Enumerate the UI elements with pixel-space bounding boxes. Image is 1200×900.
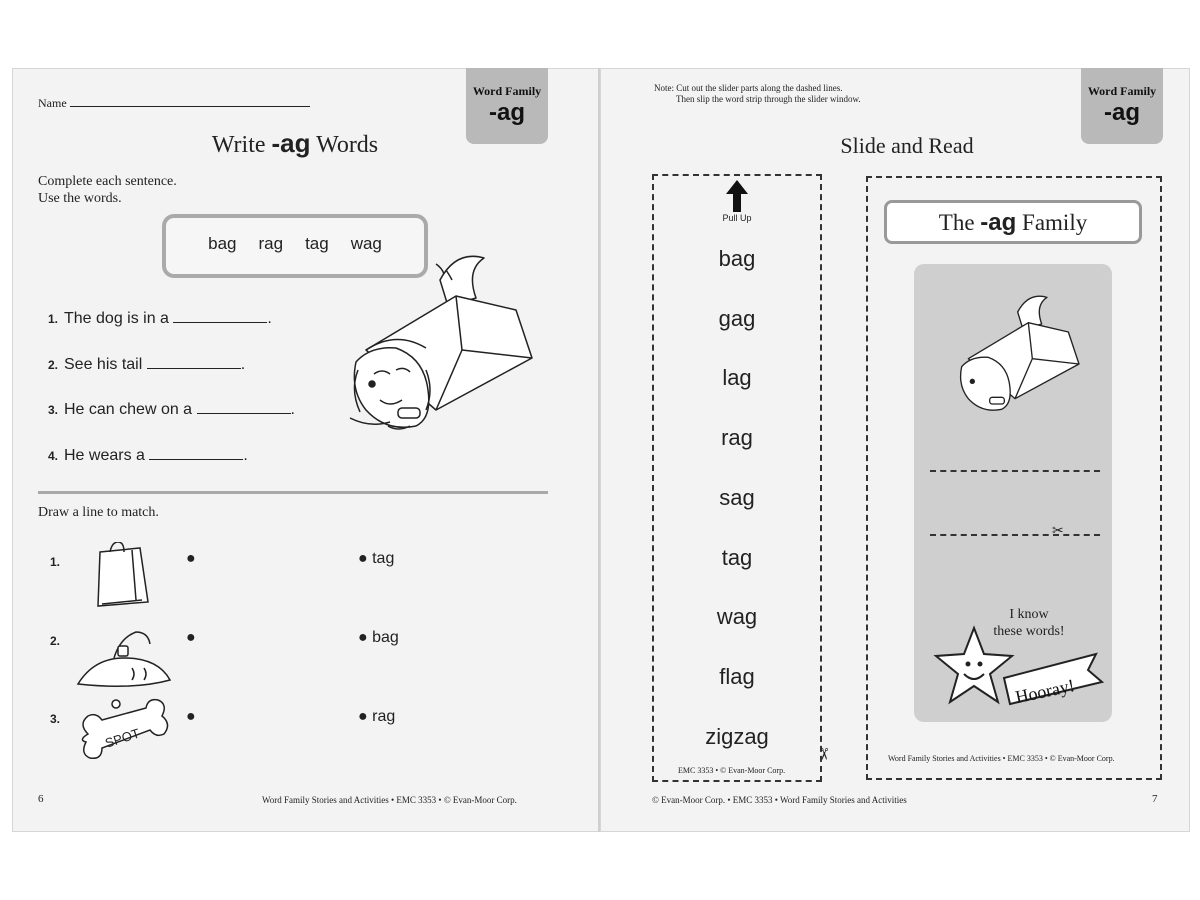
family-bold: -ag [980,209,1017,236]
strip-word: wag [716,604,758,629]
bone-label: SPOT [103,725,142,751]
name-label: Name [38,96,67,110]
strip-word: flag [719,664,755,689]
window-cut-line[interactable] [930,534,1100,536]
star-hooray-badge [930,620,1106,716]
tab-family: -ag [489,99,525,126]
section-divider [38,491,548,494]
strip-word: sag [719,485,755,510]
strip-word: bag [718,246,756,271]
strip-word: tag [721,545,753,570]
page-title-left: Write -ag Words [211,128,379,158]
up-arrow-icon [726,180,748,212]
strip-word: lag [722,365,752,390]
sentence-1: 1. The dog is in a . [48,310,272,327]
match-word-3[interactable]: ● rag [358,708,396,725]
match-dot-left[interactable]: ● [186,550,196,567]
scissors-icon: ✂ [814,747,832,761]
cut-note: Note: Cut out the slider parts along the dashed lines. Then slip the word strip through the slider window. [654,83,861,104]
instructions: Complete each sentence. Use the words. [38,174,177,206]
answer-blank[interactable] [173,308,267,323]
strip-word: gag [718,306,756,331]
word-family-tab-left [466,68,548,144]
sentence-3: 3. He can chew on a . [48,401,295,418]
match-dot-left[interactable]: ● [186,629,196,646]
answer-blank[interactable] [149,445,243,460]
match-number: 3. [50,712,61,726]
footer-left: Word Family Stories and Activities • EMC 3353 • © Evan-Moor Corp. [262,795,517,805]
page-title-right: Slide and Read [840,133,974,158]
footer-right: © Evan-Moor Corp. • EMC 3353 • Word Family Stories and Activities [652,795,907,805]
strip-footer: EMC 3353 • © Evan-Moor Corp. [678,766,786,775]
scissors-icon: ✂ [1052,522,1064,538]
match-dot-left[interactable]: ● [186,708,196,725]
title-family: -ag [271,128,311,158]
sentence-4: 4. He wears a . [48,447,248,464]
tab-family: -ag [1104,99,1140,126]
strip-word: zigzag [705,724,769,749]
word-strip[interactable] [652,174,822,782]
slider-footer: Word Family Stories and Activities • EMC 3353 • © Evan-Moor Corp. [888,754,1115,763]
slider-card[interactable] [866,176,1162,780]
match-number: 2. [50,634,61,648]
name-field [38,92,310,111]
hooray-text: Hooray! [1013,675,1077,708]
dog-in-bag-small [940,292,1090,422]
family-banner: The -ag Family [884,200,1142,244]
book-spine [598,68,600,832]
match-word-1[interactable]: ● tag [358,550,395,567]
dog-in-bag-illustration [336,250,536,445]
word-bank-item: rag [258,234,284,253]
tab-label: Word Family [1087,84,1157,98]
answer-blank[interactable] [147,354,241,369]
pull-up-label: Pull Up [722,213,752,223]
page-number-right: 7 [1152,793,1158,805]
strip-word: rag [721,425,753,450]
paper-bag-icon [92,542,152,610]
word-family-tab-right [1081,68,1163,144]
word-bank-item: wag [350,234,382,253]
name-blank[interactable] [70,92,310,107]
sentence-2: 2. See his tail . [48,356,246,373]
match-instruction: Draw a line to match. [38,505,159,520]
page-number-left: 6 [38,793,44,805]
answer-blank[interactable] [197,399,291,414]
slider-panel [914,264,1112,722]
word-bank-item: tag [305,234,329,253]
know-words-text: I know these words! [993,607,1065,639]
bone-tag-icon [76,696,176,776]
tab-label: Word Family [472,84,542,98]
match-word-2[interactable]: ● bag [358,629,399,646]
dog-tail-icon [74,628,174,690]
window-cut-line[interactable] [930,470,1100,472]
match-number: 1. [50,555,61,569]
word-bank-item: bag [208,234,237,253]
